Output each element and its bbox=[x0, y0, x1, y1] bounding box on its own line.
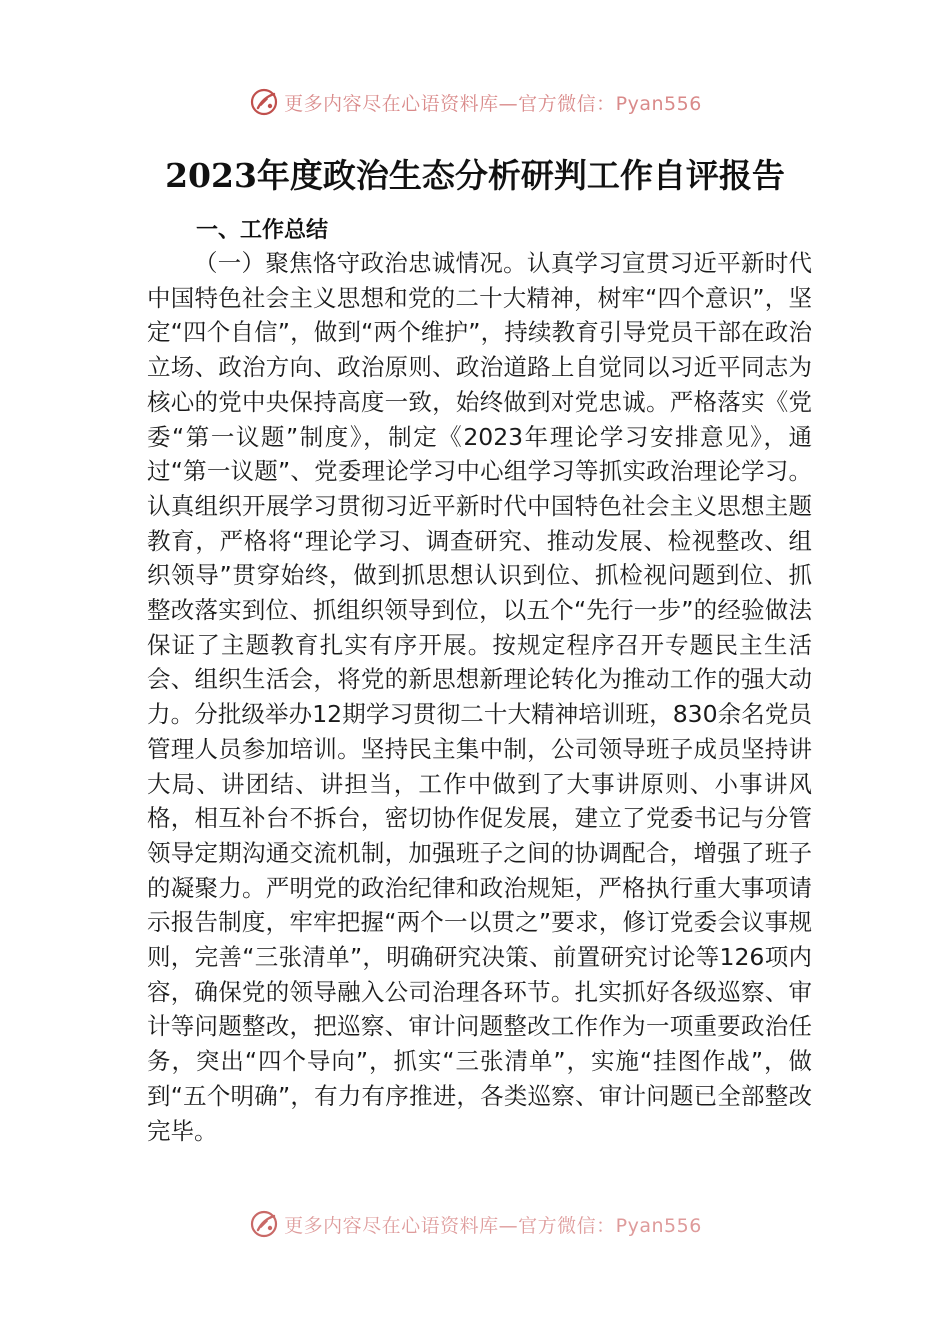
section-heading: 一、工作总结 bbox=[196, 218, 329, 243]
document-title: 2023年度政治生态分析研判工作自评报告 bbox=[165, 156, 785, 195]
watermark-text: 更多内容尽在心语资料库—官方微信：Pyan556 bbox=[284, 92, 702, 115]
body-paragraph: （一）聚焦恪守政治忠诚情况。认真学习宣贯习近平新时代中国特色社会主义思想和党的二十大精神，树牢“四个意识”，坚定“四个自信”，做到“两个维护”，持续教育引导党员干部在政治立场、政治方向、政治原则、政治道路上自觉同以习近平同志为核心的党中央保持高度一致，始终做到对党忠诚。严格落实《党委“第一议题”制度》，制定《2023年理论学习安排意见》，通过“第一议题”、党委理论学习中心组学习等抓实政治理论学习。认真组织开展学习贯彻习近平新时代中国特色社会主义思想主题教育，严格将“理论学习、调查研究、推动发展、检视整改、组织领导”贯穿始终，做到抓思想认识到位、抓检视问题到位、抓整改落实到位、抓组织领导到位，以五个“先行一步”的经验做法保证了主题教育扎实有序开展。按规定程序召开专题民主生活会、组织生活会，将党的新思想新理论转化为推动工作的强大动力。分批级举办12期学习贯彻二十大精神培训班，830余名党员管理人员参加培训。坚持民主集中制，公司领导班子成员坚持讲大局、讲团结、讲担当，工作中做到了大事讲原则、小事讲风格，相互补台不拆台，密切协作促发展，建立了党委书记与分管领导定期沟通交流机制，加强班子之间的协调配合，增强了班子的凝聚力。严明党的政治纪律和政治规矩，严格执行重大事项请示报告制度，牢牢把握“两个一以贯之”要求，修订党委会议事规则，完善“三张清单”，明确研究决策、前置研究讨论等126项内容，确保党的领导融入公司治理各环节。扎实抓好各级巡察、审计等问题整改，把巡察、审计问题整改工作作为一项重要政治任务，突出“四个导向”，抓实“三张清单”，实施“挂图作战”，做到“五个明确”，有力有序推进，各类巡察、审计问题已全部整改完毕。 bbox=[147, 249, 812, 1145]
watermark-logo-icon bbox=[248, 86, 280, 118]
watermark-header bbox=[0, 86, 950, 118]
watermark-text: 更多内容尽在心语资料库—官方微信：Pyan556 bbox=[284, 1214, 702, 1237]
watermark-logo-icon bbox=[248, 1208, 280, 1240]
watermark-footer bbox=[0, 1208, 950, 1240]
